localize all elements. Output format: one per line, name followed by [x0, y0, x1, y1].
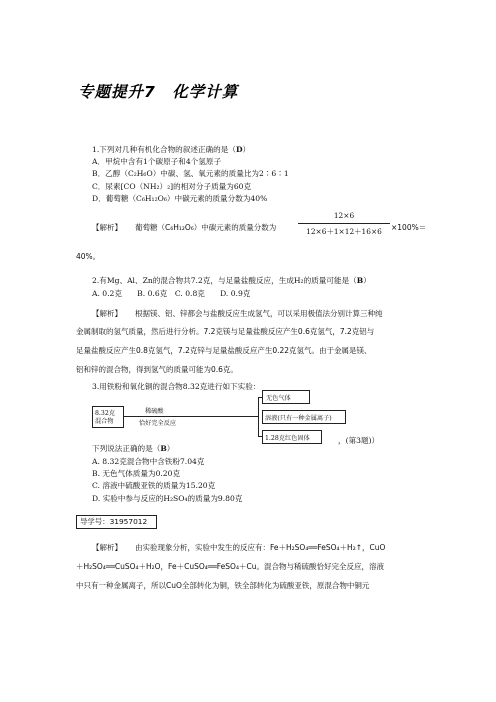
q1-fraction-denominator: 12×6＋1×12＋16×6 [306, 227, 382, 236]
q1-fraction-bar [298, 223, 390, 224]
q2-explanation-label: 【解析】 [92, 309, 122, 318]
q3-explanation-line: 中只有一种金属离子，所以CuO全部转化为铜，铁全部转化为硫酸亚铁，原混合物中铜元 [76, 581, 370, 590]
q1-answer: D [235, 145, 243, 154]
q1-fraction-tail: ×100%＝ [391, 223, 427, 232]
q3-option-a: A. 8.32克混合物中含铁粉7.04克 [92, 457, 205, 466]
q3-answer: B [160, 444, 167, 453]
q3-explanation-line: ＋H₂SO₄══CuSO₄＋H₂O，Fe＋CuSO₄══FeSO₄＋Cu。混合物与稀硫酸恰好完全反应，溶液 [76, 562, 384, 571]
diagram-reaction-arrow [123, 416, 258, 417]
q2-explanation-line: 铝和锌的混合物，得到氢气的质量可能为0.6克。 [76, 365, 238, 374]
q3-option-c: C. 溶液中硫酸亚铁的质量为15.20克 [92, 481, 216, 490]
guide-number-box: 导学号：31957012 [76, 515, 157, 529]
q3-option-b: B. 无色气体质量为0.20克 [92, 469, 181, 478]
q2-options: A. 0.2克 B. 0.6克 C. 0.8克 D. 0.9克 [92, 289, 251, 298]
diagram-reagent-label: 稀硫酸 [145, 408, 164, 415]
q1-option-a: A．甲烷中含有1个碳原子和4个氢原子 [92, 157, 222, 166]
diagram-condition-label: 恰好完全反应 [139, 420, 177, 427]
q3-explanation-line: 由实验现象分析，实验中发生的反应有：Fe＋H₂SO₄══FeSO₄＋H₂↑，CuO [135, 543, 386, 552]
diagram-start-line2: 混合物 [95, 418, 114, 425]
q1-fraction-numerator: 12×6 [333, 211, 355, 220]
q3-question [92, 444, 174, 454]
q2-explanation-line: 足量盐酸反应产生0.8克氢气，7.2克锌与足量盐酸反应产生0.22克氢气。由于金属是镁、 [76, 346, 372, 355]
q3-stem: 3.用铁粉和氧化铜的混合物8.32克进行如下实验： [92, 382, 261, 391]
q1-explanation-end: 40%。 [76, 252, 101, 261]
diagram-output-solution: 溶液(只有一种金属离子) [265, 415, 332, 422]
q1-explanation-text: 葡萄糖（C₆H₁₂O₆）中碳元素的质量分数为 [135, 223, 277, 232]
q1-explanation-label: 【解析】 [92, 223, 122, 232]
q3-explanation-label: 【解析】 [92, 543, 122, 552]
q1-stem-pre: 1.下列对几种有机化合物的叙述正确的是（ [92, 145, 236, 154]
q2-explanation-line: 根据镁、铝、锌都会与盐酸反应生成氢气，可以采用极值法分别计算三种纯 [135, 309, 383, 318]
diagram-output-gas: 无色气体 [266, 395, 291, 402]
q3-stem2-pre: 下列说法正确的是（ [92, 444, 161, 453]
page-title: 专题提升7 化学计算 [78, 83, 239, 101]
q3-option-d: D. 实验中参与反应的H₂SO₄的质量为9.80克 [92, 494, 243, 503]
diagram-start-line1: 8.32克 [95, 410, 115, 417]
q2-explanation-line: 金属制取的氢气质量，然后进行分析。7.2克镁与足量盐酸反应产生0.6克氢气，7.2克铝与 [76, 327, 375, 336]
q3-figure-caption: ，(第3题)） [338, 436, 380, 445]
q1-option-c: C．尿素[CO（NH₂）₂]的相对分子质量为60克 [92, 182, 252, 191]
q2-answer: B [356, 276, 364, 285]
q2-stem [92, 276, 371, 286]
q2-stem-post: ） [363, 276, 371, 285]
q1-stem [92, 145, 250, 155]
diagram-output-solid: 1.28克红色固体 [265, 435, 310, 442]
q1-option-d: D．葡萄糖（C₆H₁₂O₆）中碳元素的质量分数为40% [92, 194, 268, 203]
q3-stem2-post: ） [166, 444, 175, 453]
diagram-branch-line [258, 397, 259, 436]
q2-stem-pre: 2.有Mg、Al、Zn的混合物共7.2克，与足量盐酸反应，生成H₂的质量可能是（ [92, 276, 357, 285]
q1-option-b: B．乙醇（C₂H₆O）中碳、氢、氧元素的质量比为2∶6∶1 [92, 169, 289, 178]
q1-stem-post: ） [242, 145, 251, 154]
